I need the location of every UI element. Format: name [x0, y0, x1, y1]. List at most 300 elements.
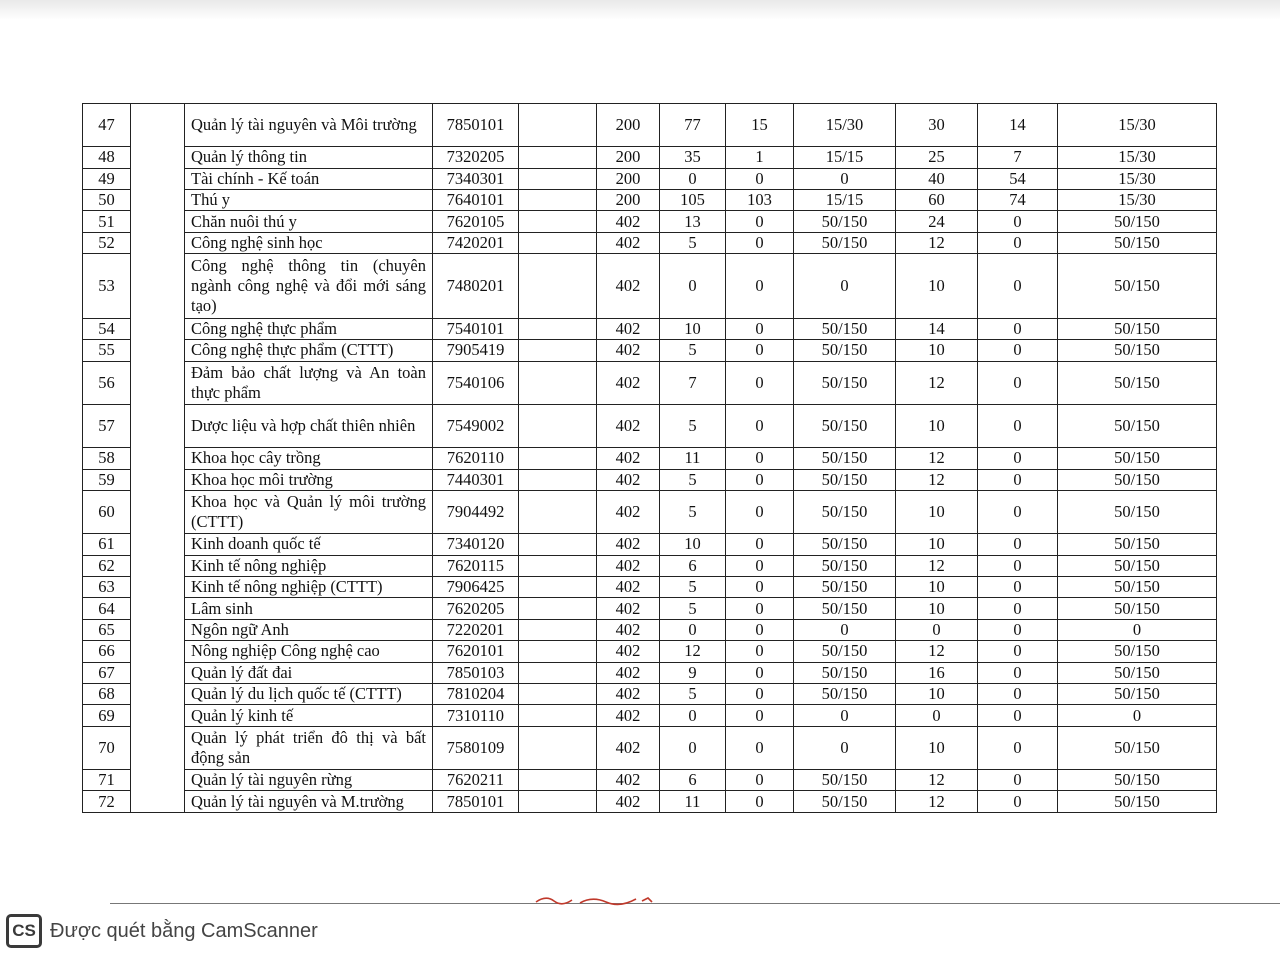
- value-col-2: 35: [660, 147, 726, 168]
- program-name: Kinh tế nông nghiệp (CTTT): [185, 576, 433, 597]
- value-col-1: 402: [597, 534, 660, 555]
- row-number: 55: [83, 340, 131, 361]
- row-number: 53: [83, 254, 131, 319]
- value-col-3: 0: [726, 254, 794, 319]
- value-col-4: 50/150: [794, 211, 896, 232]
- row-number: 47: [83, 104, 131, 147]
- empty-cell: [519, 683, 597, 704]
- value-col-3: 0: [726, 726, 794, 769]
- value-col-3: 0: [726, 490, 794, 533]
- program-name: Công nghệ sinh học: [185, 232, 433, 253]
- program-name: Kinh doanh quốc tế: [185, 534, 433, 555]
- empty-cell: [519, 469, 597, 490]
- empty-cell: [519, 211, 597, 232]
- value-col-3: 0: [726, 232, 794, 253]
- row-number: 56: [83, 361, 131, 404]
- value-col-7: 50/150: [1058, 490, 1217, 533]
- value-col-5: 0: [896, 705, 978, 726]
- empty-cell: [519, 340, 597, 361]
- value-col-6: 7: [978, 147, 1058, 168]
- table-row: [83, 770, 1217, 791]
- empty-cell: [519, 576, 597, 597]
- program-name: Tài chính - Kế toán: [185, 168, 433, 189]
- value-col-7: 50/150: [1058, 448, 1217, 469]
- value-col-7: 50/150: [1058, 211, 1217, 232]
- program-code: 7549002: [433, 404, 519, 447]
- table-row: [83, 190, 1217, 211]
- value-col-1: 402: [597, 254, 660, 319]
- program-name: Quản lý thông tin: [185, 147, 433, 168]
- value-col-5: 30: [896, 104, 978, 147]
- value-col-2: 10: [660, 534, 726, 555]
- program-code: 7340120: [433, 534, 519, 555]
- value-col-7: 15/30: [1058, 147, 1217, 168]
- value-col-6: 0: [978, 641, 1058, 662]
- program-name: Quản lý tài nguyên và Môi trường: [185, 104, 433, 147]
- value-col-4: 0: [794, 726, 896, 769]
- program-code: 7310110: [433, 705, 519, 726]
- table-row: [83, 448, 1217, 469]
- value-col-6: 0: [978, 662, 1058, 683]
- page-bottom-rule: [110, 903, 1280, 904]
- value-col-7: 50/150: [1058, 361, 1217, 404]
- value-col-3: 0: [726, 641, 794, 662]
- program-code: 7540106: [433, 361, 519, 404]
- table-row: [83, 555, 1217, 576]
- value-col-4: 0: [794, 619, 896, 640]
- value-col-5: 10: [896, 490, 978, 533]
- value-col-5: 60: [896, 190, 978, 211]
- table-row: [83, 211, 1217, 232]
- value-col-1: 402: [597, 683, 660, 704]
- table-row: [83, 147, 1217, 168]
- empty-cell: [519, 232, 597, 253]
- value-col-6: 0: [978, 340, 1058, 361]
- program-code: 7420201: [433, 232, 519, 253]
- camscanner-text: Được quét bằng CamScanner: [50, 919, 318, 942]
- row-number: 71: [83, 770, 131, 791]
- value-col-6: 0: [978, 318, 1058, 339]
- value-col-3: 0: [726, 705, 794, 726]
- value-col-4: 15/15: [794, 147, 896, 168]
- value-col-4: 15/15: [794, 190, 896, 211]
- camscanner-logo-icon: CS: [6, 914, 42, 948]
- empty-cell: [519, 448, 597, 469]
- program-name: Dược liệu và hợp chất thiên nhiên: [185, 404, 433, 447]
- value-col-6: 0: [978, 598, 1058, 619]
- program-name: Công nghệ thông tin (chuyên ngành công nghệ và đổi mới sáng tạo): [185, 254, 433, 319]
- value-col-5: 10: [896, 404, 978, 447]
- program-code: 7640101: [433, 190, 519, 211]
- program-name: Khoa học cây trồng: [185, 448, 433, 469]
- value-col-3: 0: [726, 534, 794, 555]
- program-name: Nông nghiệp Công nghệ cao: [185, 641, 433, 662]
- empty-cell: [519, 534, 597, 555]
- value-col-6: 0: [978, 770, 1058, 791]
- scan-top-shadow: [0, 0, 1280, 20]
- program-name: Chăn nuôi thú y: [185, 211, 433, 232]
- value-col-2: 5: [660, 598, 726, 619]
- value-col-4: 0: [794, 168, 896, 189]
- value-col-4: 50/150: [794, 404, 896, 447]
- value-col-4: 50/150: [794, 576, 896, 597]
- program-code: 7620115: [433, 555, 519, 576]
- table-row: [83, 254, 1217, 319]
- value-col-7: 50/150: [1058, 770, 1217, 791]
- empty-cell: [519, 490, 597, 533]
- empty-cell: [519, 791, 597, 812]
- row-number: 65: [83, 619, 131, 640]
- value-col-3: 0: [726, 340, 794, 361]
- empty-cell: [519, 662, 597, 683]
- value-col-2: 7: [660, 361, 726, 404]
- value-col-2: 105: [660, 190, 726, 211]
- value-col-3: 0: [726, 662, 794, 683]
- value-col-4: 0: [794, 705, 896, 726]
- value-col-6: 0: [978, 683, 1058, 704]
- value-col-1: 402: [597, 555, 660, 576]
- empty-cell: [519, 147, 597, 168]
- table-row: [83, 232, 1217, 253]
- empty-cell: [519, 404, 597, 447]
- value-col-3: 0: [726, 770, 794, 791]
- value-col-2: 5: [660, 340, 726, 361]
- program-code: 7620101: [433, 641, 519, 662]
- value-col-3: 0: [726, 448, 794, 469]
- value-col-1: 402: [597, 448, 660, 469]
- value-col-4: 50/150: [794, 791, 896, 812]
- value-col-7: 15/30: [1058, 168, 1217, 189]
- program-code: 7340301: [433, 168, 519, 189]
- value-col-6: 0: [978, 619, 1058, 640]
- value-col-2: 10: [660, 318, 726, 339]
- program-code: 7906425: [433, 576, 519, 597]
- value-col-1: 402: [597, 318, 660, 339]
- program-name: Quản lý phát triển đô thị và bất động sản: [185, 726, 433, 769]
- value-col-5: 10: [896, 340, 978, 361]
- row-number: 59: [83, 469, 131, 490]
- program-code: 7580109: [433, 726, 519, 769]
- value-col-1: 402: [597, 490, 660, 533]
- program-code: 7540101: [433, 318, 519, 339]
- value-col-1: 402: [597, 211, 660, 232]
- value-col-5: 12: [896, 641, 978, 662]
- empty-cell: [519, 254, 597, 319]
- value-col-6: 74: [978, 190, 1058, 211]
- program-code: 7850101: [433, 791, 519, 812]
- value-col-2: 5: [660, 490, 726, 533]
- value-col-1: 402: [597, 598, 660, 619]
- row-number: 68: [83, 683, 131, 704]
- value-col-4: 50/150: [794, 340, 896, 361]
- value-col-3: 0: [726, 791, 794, 812]
- value-col-2: 12: [660, 641, 726, 662]
- admission-table: [82, 103, 1217, 813]
- value-col-5: 14: [896, 318, 978, 339]
- empty-cell: [519, 619, 597, 640]
- value-col-1: 402: [597, 641, 660, 662]
- empty-cell: [519, 705, 597, 726]
- program-code: 7440301: [433, 469, 519, 490]
- program-code: 7480201: [433, 254, 519, 319]
- program-code: 7320205: [433, 147, 519, 168]
- value-col-5: 12: [896, 791, 978, 812]
- row-number: 70: [83, 726, 131, 769]
- value-col-5: 25: [896, 147, 978, 168]
- value-col-5: 12: [896, 770, 978, 791]
- program-name: Công nghệ thực phẩm: [185, 318, 433, 339]
- value-col-5: 12: [896, 469, 978, 490]
- value-col-5: 16: [896, 662, 978, 683]
- value-col-3: 0: [726, 576, 794, 597]
- value-col-3: 0: [726, 168, 794, 189]
- camscanner-footer: [6, 914, 318, 948]
- row-number: 54: [83, 318, 131, 339]
- value-col-1: 402: [597, 619, 660, 640]
- group-cell: [131, 104, 185, 813]
- value-col-3: 0: [726, 598, 794, 619]
- value-col-1: 402: [597, 404, 660, 447]
- row-number: 66: [83, 641, 131, 662]
- program-code: 7850101: [433, 104, 519, 147]
- row-number: 50: [83, 190, 131, 211]
- value-col-7: 50/150: [1058, 576, 1217, 597]
- program-code: 7850103: [433, 662, 519, 683]
- program-code: 7620105: [433, 211, 519, 232]
- empty-cell: [519, 168, 597, 189]
- value-col-2: 5: [660, 576, 726, 597]
- value-col-7: 0: [1058, 705, 1217, 726]
- value-col-6: 14: [978, 104, 1058, 147]
- table-row: [83, 619, 1217, 640]
- program-name: Ngôn ngữ Anh: [185, 619, 433, 640]
- row-number: 52: [83, 232, 131, 253]
- program-name: Công nghệ thực phẩm (CTTT): [185, 340, 433, 361]
- table-row: [83, 791, 1217, 812]
- value-col-3: 15: [726, 104, 794, 147]
- value-col-4: 50/150: [794, 598, 896, 619]
- value-col-4: 50/150: [794, 683, 896, 704]
- empty-cell: [519, 770, 597, 791]
- value-col-7: 50/150: [1058, 232, 1217, 253]
- row-number: 49: [83, 168, 131, 189]
- program-name: Lâm sinh: [185, 598, 433, 619]
- empty-cell: [519, 726, 597, 769]
- table-row: [83, 104, 1217, 147]
- table-row: [83, 361, 1217, 404]
- row-number: 57: [83, 404, 131, 447]
- program-name: Quản lý tài nguyên rừng: [185, 770, 433, 791]
- table-row: [83, 168, 1217, 189]
- value-col-7: 50/150: [1058, 791, 1217, 812]
- value-col-7: 0: [1058, 619, 1217, 640]
- value-col-7: 50/150: [1058, 340, 1217, 361]
- value-col-6: 0: [978, 705, 1058, 726]
- value-col-7: 50/150: [1058, 254, 1217, 319]
- row-number: 67: [83, 662, 131, 683]
- value-col-1: 402: [597, 340, 660, 361]
- row-number: 48: [83, 147, 131, 168]
- value-col-3: 0: [726, 211, 794, 232]
- value-col-4: 50/150: [794, 770, 896, 791]
- value-col-4: 50/150: [794, 318, 896, 339]
- value-col-4: 50/150: [794, 361, 896, 404]
- value-col-3: 0: [726, 683, 794, 704]
- row-number: 58: [83, 448, 131, 469]
- table-row: [83, 469, 1217, 490]
- value-col-6: 0: [978, 469, 1058, 490]
- value-col-2: 9: [660, 662, 726, 683]
- value-col-1: 402: [597, 770, 660, 791]
- value-col-4: 0: [794, 254, 896, 319]
- value-col-6: 0: [978, 576, 1058, 597]
- row-number: 64: [83, 598, 131, 619]
- value-col-5: 10: [896, 254, 978, 319]
- value-col-1: 402: [597, 576, 660, 597]
- value-col-3: 0: [726, 555, 794, 576]
- value-col-7: 50/150: [1058, 662, 1217, 683]
- program-name: Khoa học môi trường: [185, 469, 433, 490]
- value-col-4: 50/150: [794, 469, 896, 490]
- table-row: [83, 662, 1217, 683]
- stamp-mark: [532, 893, 662, 907]
- program-name: Quản lý du lịch quốc tế (CTTT): [185, 683, 433, 704]
- value-col-3: 0: [726, 469, 794, 490]
- value-col-5: 12: [896, 232, 978, 253]
- value-col-7: 15/30: [1058, 190, 1217, 211]
- empty-cell: [519, 641, 597, 662]
- value-col-4: 50/150: [794, 534, 896, 555]
- value-col-6: 0: [978, 404, 1058, 447]
- value-col-1: 200: [597, 190, 660, 211]
- table-row: [83, 534, 1217, 555]
- value-col-5: 10: [896, 726, 978, 769]
- value-col-3: 0: [726, 318, 794, 339]
- table-row: [83, 490, 1217, 533]
- value-col-5: 10: [896, 534, 978, 555]
- value-col-5: 12: [896, 448, 978, 469]
- value-col-4: 50/150: [794, 662, 896, 683]
- empty-cell: [519, 104, 597, 147]
- value-col-2: 77: [660, 104, 726, 147]
- value-col-2: 0: [660, 705, 726, 726]
- value-col-6: 0: [978, 361, 1058, 404]
- program-name: Quản lý kinh tế: [185, 705, 433, 726]
- empty-cell: [519, 318, 597, 339]
- value-col-1: 402: [597, 662, 660, 683]
- value-col-4: 50/150: [794, 641, 896, 662]
- row-number: 69: [83, 705, 131, 726]
- row-number: 60: [83, 490, 131, 533]
- value-col-7: 50/150: [1058, 555, 1217, 576]
- value-col-6: 0: [978, 232, 1058, 253]
- program-code: 7220201: [433, 619, 519, 640]
- value-col-3: 1: [726, 147, 794, 168]
- table-row: [83, 683, 1217, 704]
- value-col-6: 0: [978, 791, 1058, 812]
- row-number: 62: [83, 555, 131, 576]
- empty-cell: [519, 190, 597, 211]
- value-col-7: 50/150: [1058, 318, 1217, 339]
- program-name: Đảm bảo chất lượng và An toàn thực phẩm: [185, 361, 433, 404]
- value-col-6: 0: [978, 726, 1058, 769]
- value-col-6: 54: [978, 168, 1058, 189]
- value-col-1: 402: [597, 726, 660, 769]
- value-col-1: 200: [597, 104, 660, 147]
- table-row: [83, 340, 1217, 361]
- value-col-7: 50/150: [1058, 469, 1217, 490]
- table-row: [83, 598, 1217, 619]
- value-col-1: 402: [597, 469, 660, 490]
- value-col-7: 15/30: [1058, 104, 1217, 147]
- value-col-5: 10: [896, 598, 978, 619]
- value-col-2: 6: [660, 555, 726, 576]
- value-col-6: 0: [978, 254, 1058, 319]
- value-col-3: 0: [726, 619, 794, 640]
- value-col-2: 6: [660, 770, 726, 791]
- table-body: [83, 104, 1217, 813]
- value-col-7: 50/150: [1058, 404, 1217, 447]
- program-code: 7810204: [433, 683, 519, 704]
- value-col-2: 5: [660, 683, 726, 704]
- value-col-2: 11: [660, 448, 726, 469]
- value-col-2: 5: [660, 232, 726, 253]
- value-col-6: 0: [978, 555, 1058, 576]
- value-col-5: 10: [896, 683, 978, 704]
- value-col-6: 0: [978, 448, 1058, 469]
- value-col-2: 0: [660, 619, 726, 640]
- program-name: Thú y: [185, 190, 433, 211]
- value-col-2: 11: [660, 791, 726, 812]
- value-col-4: 50/150: [794, 490, 896, 533]
- row-number: 72: [83, 791, 131, 812]
- empty-cell: [519, 361, 597, 404]
- value-col-4: 50/150: [794, 232, 896, 253]
- program-name: Quản lý tài nguyên và M.trường: [185, 791, 433, 812]
- value-col-7: 50/150: [1058, 641, 1217, 662]
- value-col-1: 200: [597, 147, 660, 168]
- value-col-5: 40: [896, 168, 978, 189]
- value-col-4: 50/150: [794, 555, 896, 576]
- table-row: [83, 641, 1217, 662]
- value-col-6: 0: [978, 211, 1058, 232]
- program-code: 7620110: [433, 448, 519, 469]
- value-col-2: 5: [660, 469, 726, 490]
- value-col-7: 50/150: [1058, 726, 1217, 769]
- program-code: 7904492: [433, 490, 519, 533]
- value-col-2: 0: [660, 726, 726, 769]
- value-col-2: 0: [660, 168, 726, 189]
- value-col-5: 12: [896, 555, 978, 576]
- table-row: [83, 404, 1217, 447]
- value-col-7: 50/150: [1058, 534, 1217, 555]
- value-col-6: 0: [978, 534, 1058, 555]
- value-col-7: 50/150: [1058, 598, 1217, 619]
- value-col-1: 402: [597, 791, 660, 812]
- value-col-5: 10: [896, 576, 978, 597]
- value-col-1: 402: [597, 361, 660, 404]
- row-number: 51: [83, 211, 131, 232]
- value-col-2: 0: [660, 254, 726, 319]
- empty-cell: [519, 555, 597, 576]
- table-row: [83, 318, 1217, 339]
- value-col-4: 15/30: [794, 104, 896, 147]
- value-col-7: 50/150: [1058, 683, 1217, 704]
- value-col-5: 12: [896, 361, 978, 404]
- value-col-3: 0: [726, 404, 794, 447]
- table-row: [83, 576, 1217, 597]
- value-col-6: 0: [978, 490, 1058, 533]
